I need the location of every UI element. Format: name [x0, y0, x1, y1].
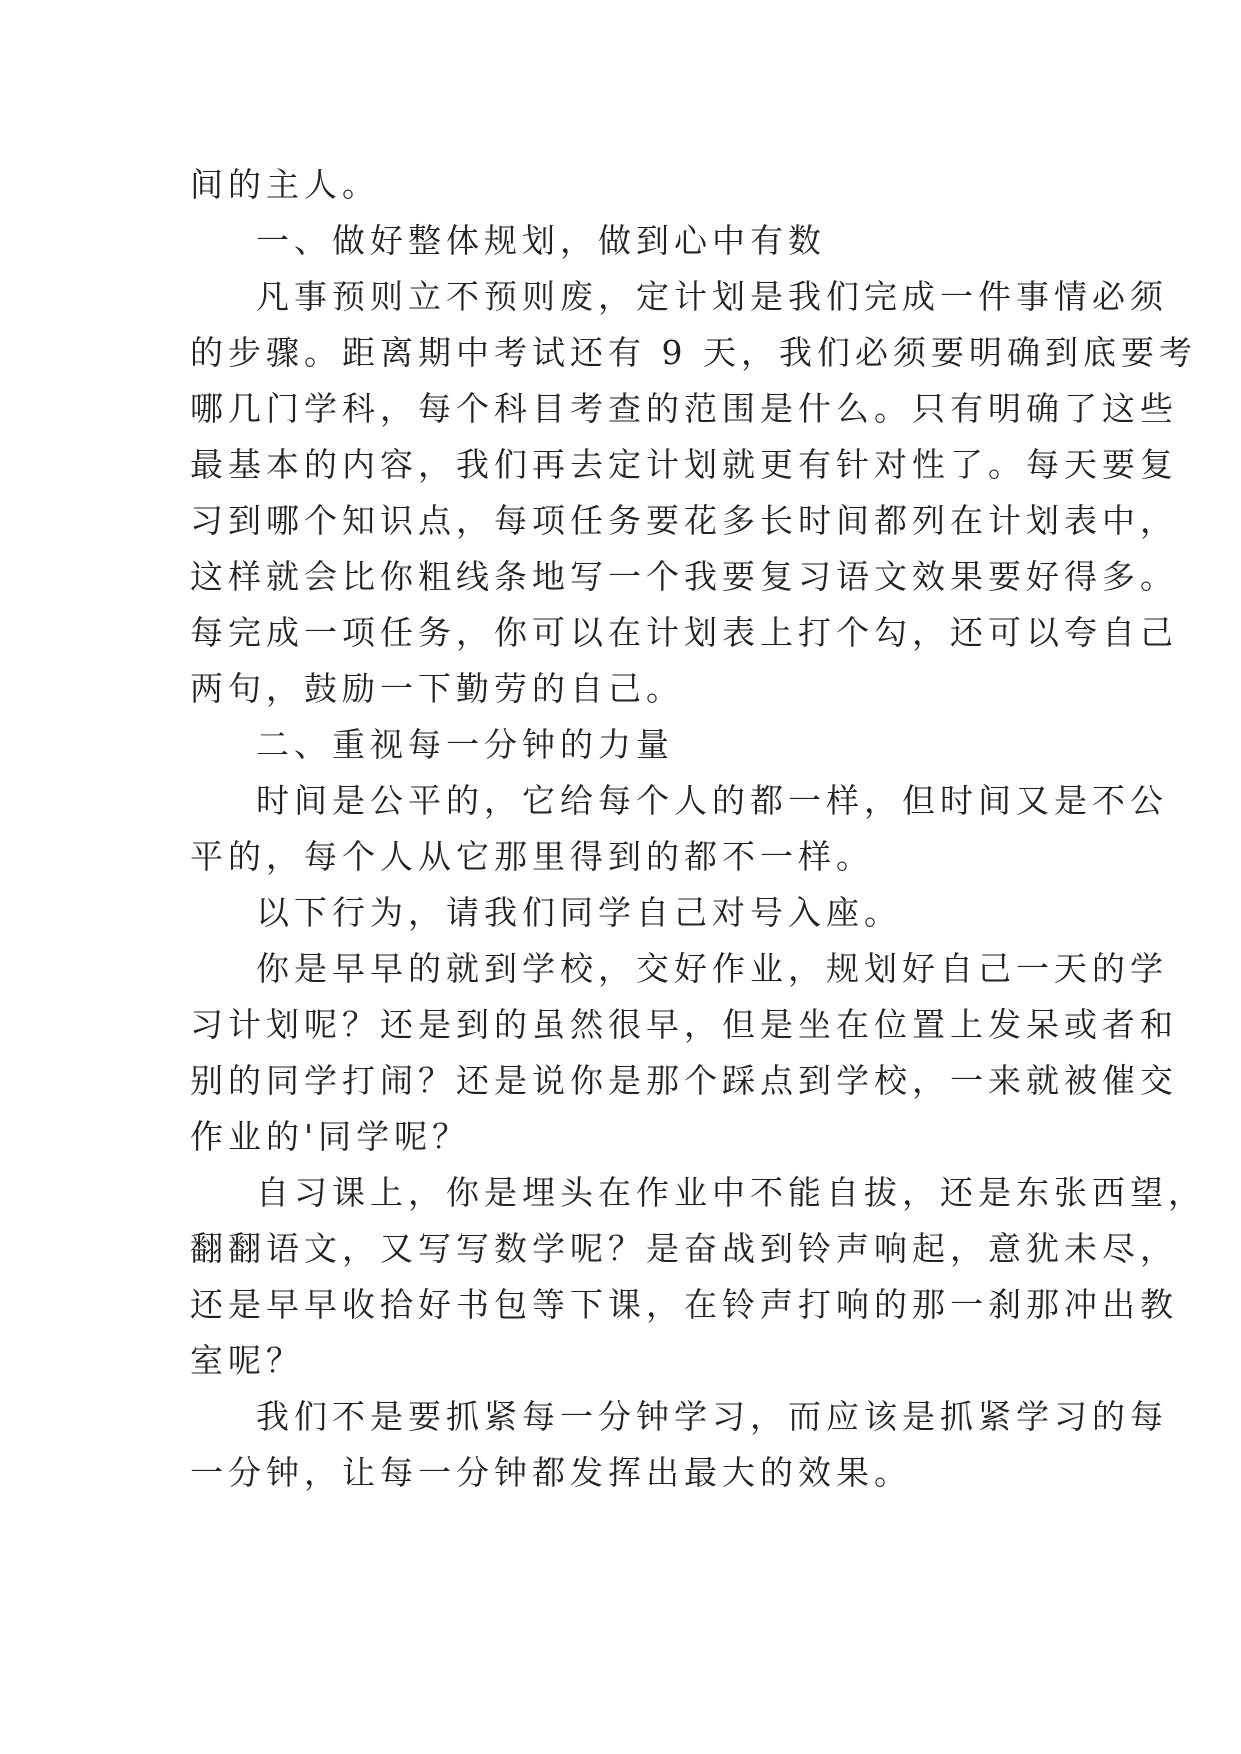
text-line-23: 我们不是要抓紧每一分钟学习，而应该是抓紧学习的每	[256, 1397, 1168, 1436]
text-line-6: 最基本的内容，我们再去定计划就更有针对性了。每天要复	[190, 445, 1178, 484]
text-line-18: 作业的'同学呢？	[190, 1117, 471, 1156]
text-line-17: 别的同学打闹？还是说你是那个踩点到学校，一来就被催交	[190, 1061, 1178, 1100]
text-line-19: 自习课上，你是埋头在作业中不能自拔，还是东张西望，	[256, 1173, 1206, 1212]
text-line-21: 还是早早收拾好书包等下课，在铃声打响的那一刹那冲出教	[190, 1285, 1178, 1324]
text-line-3: 凡事预则立不预则废，定计划是我们完成一件事情必须	[256, 277, 1168, 316]
text-line-24: 一分钟，让每一分钟都发挥出最大的效果。	[190, 1453, 912, 1492]
text-line-9: 每完成一项任务，你可以在计划表上打个勾，还可以夸自己	[190, 613, 1178, 652]
text-line-15: 你是早早的就到学校，交好作业，规划好自己一天的学	[256, 949, 1168, 988]
text-line-13: 平的，每个人从它那里得到的都不一样。	[190, 837, 874, 876]
section-heading-2: 二、重视每一分钟的力量	[256, 725, 674, 764]
text-line-8: 这样就会比你粗线条地写一个我要复习语文效果要好得多。	[190, 557, 1178, 596]
text-line-1: 间的主人。	[190, 165, 380, 204]
text-line-16: 习计划呢？还是到的虽然很早，但是坐在位置上发呆或者和	[190, 1005, 1178, 1044]
text-line-22: 室呢？	[190, 1341, 304, 1380]
text-line-12: 时间是公平的，它给每个人的都一样，但时间又是不公	[256, 781, 1168, 820]
text-line-7: 习到哪个知识点，每项任务要花多长时间都列在计划表中，	[190, 501, 1178, 540]
text-line-14: 以下行为，请我们同学自己对号入座。	[256, 893, 902, 932]
text-line-10: 两句，鼓励一下勤劳的自己。	[190, 669, 684, 708]
text-line-20: 翻翻语文，又写写数学呢？是奋战到铃声响起，意犹未尽，	[190, 1229, 1178, 1268]
section-heading-1: 一、做好整体规划，做到心中有数	[256, 221, 826, 260]
text-line-5: 哪几门学科，每个科目考查的范围是什么。只有明确了这些	[190, 389, 1178, 428]
text-line-4: 的步骤。距离期中考试还有 9 天，我们必须要明确到底要考	[190, 333, 1197, 372]
